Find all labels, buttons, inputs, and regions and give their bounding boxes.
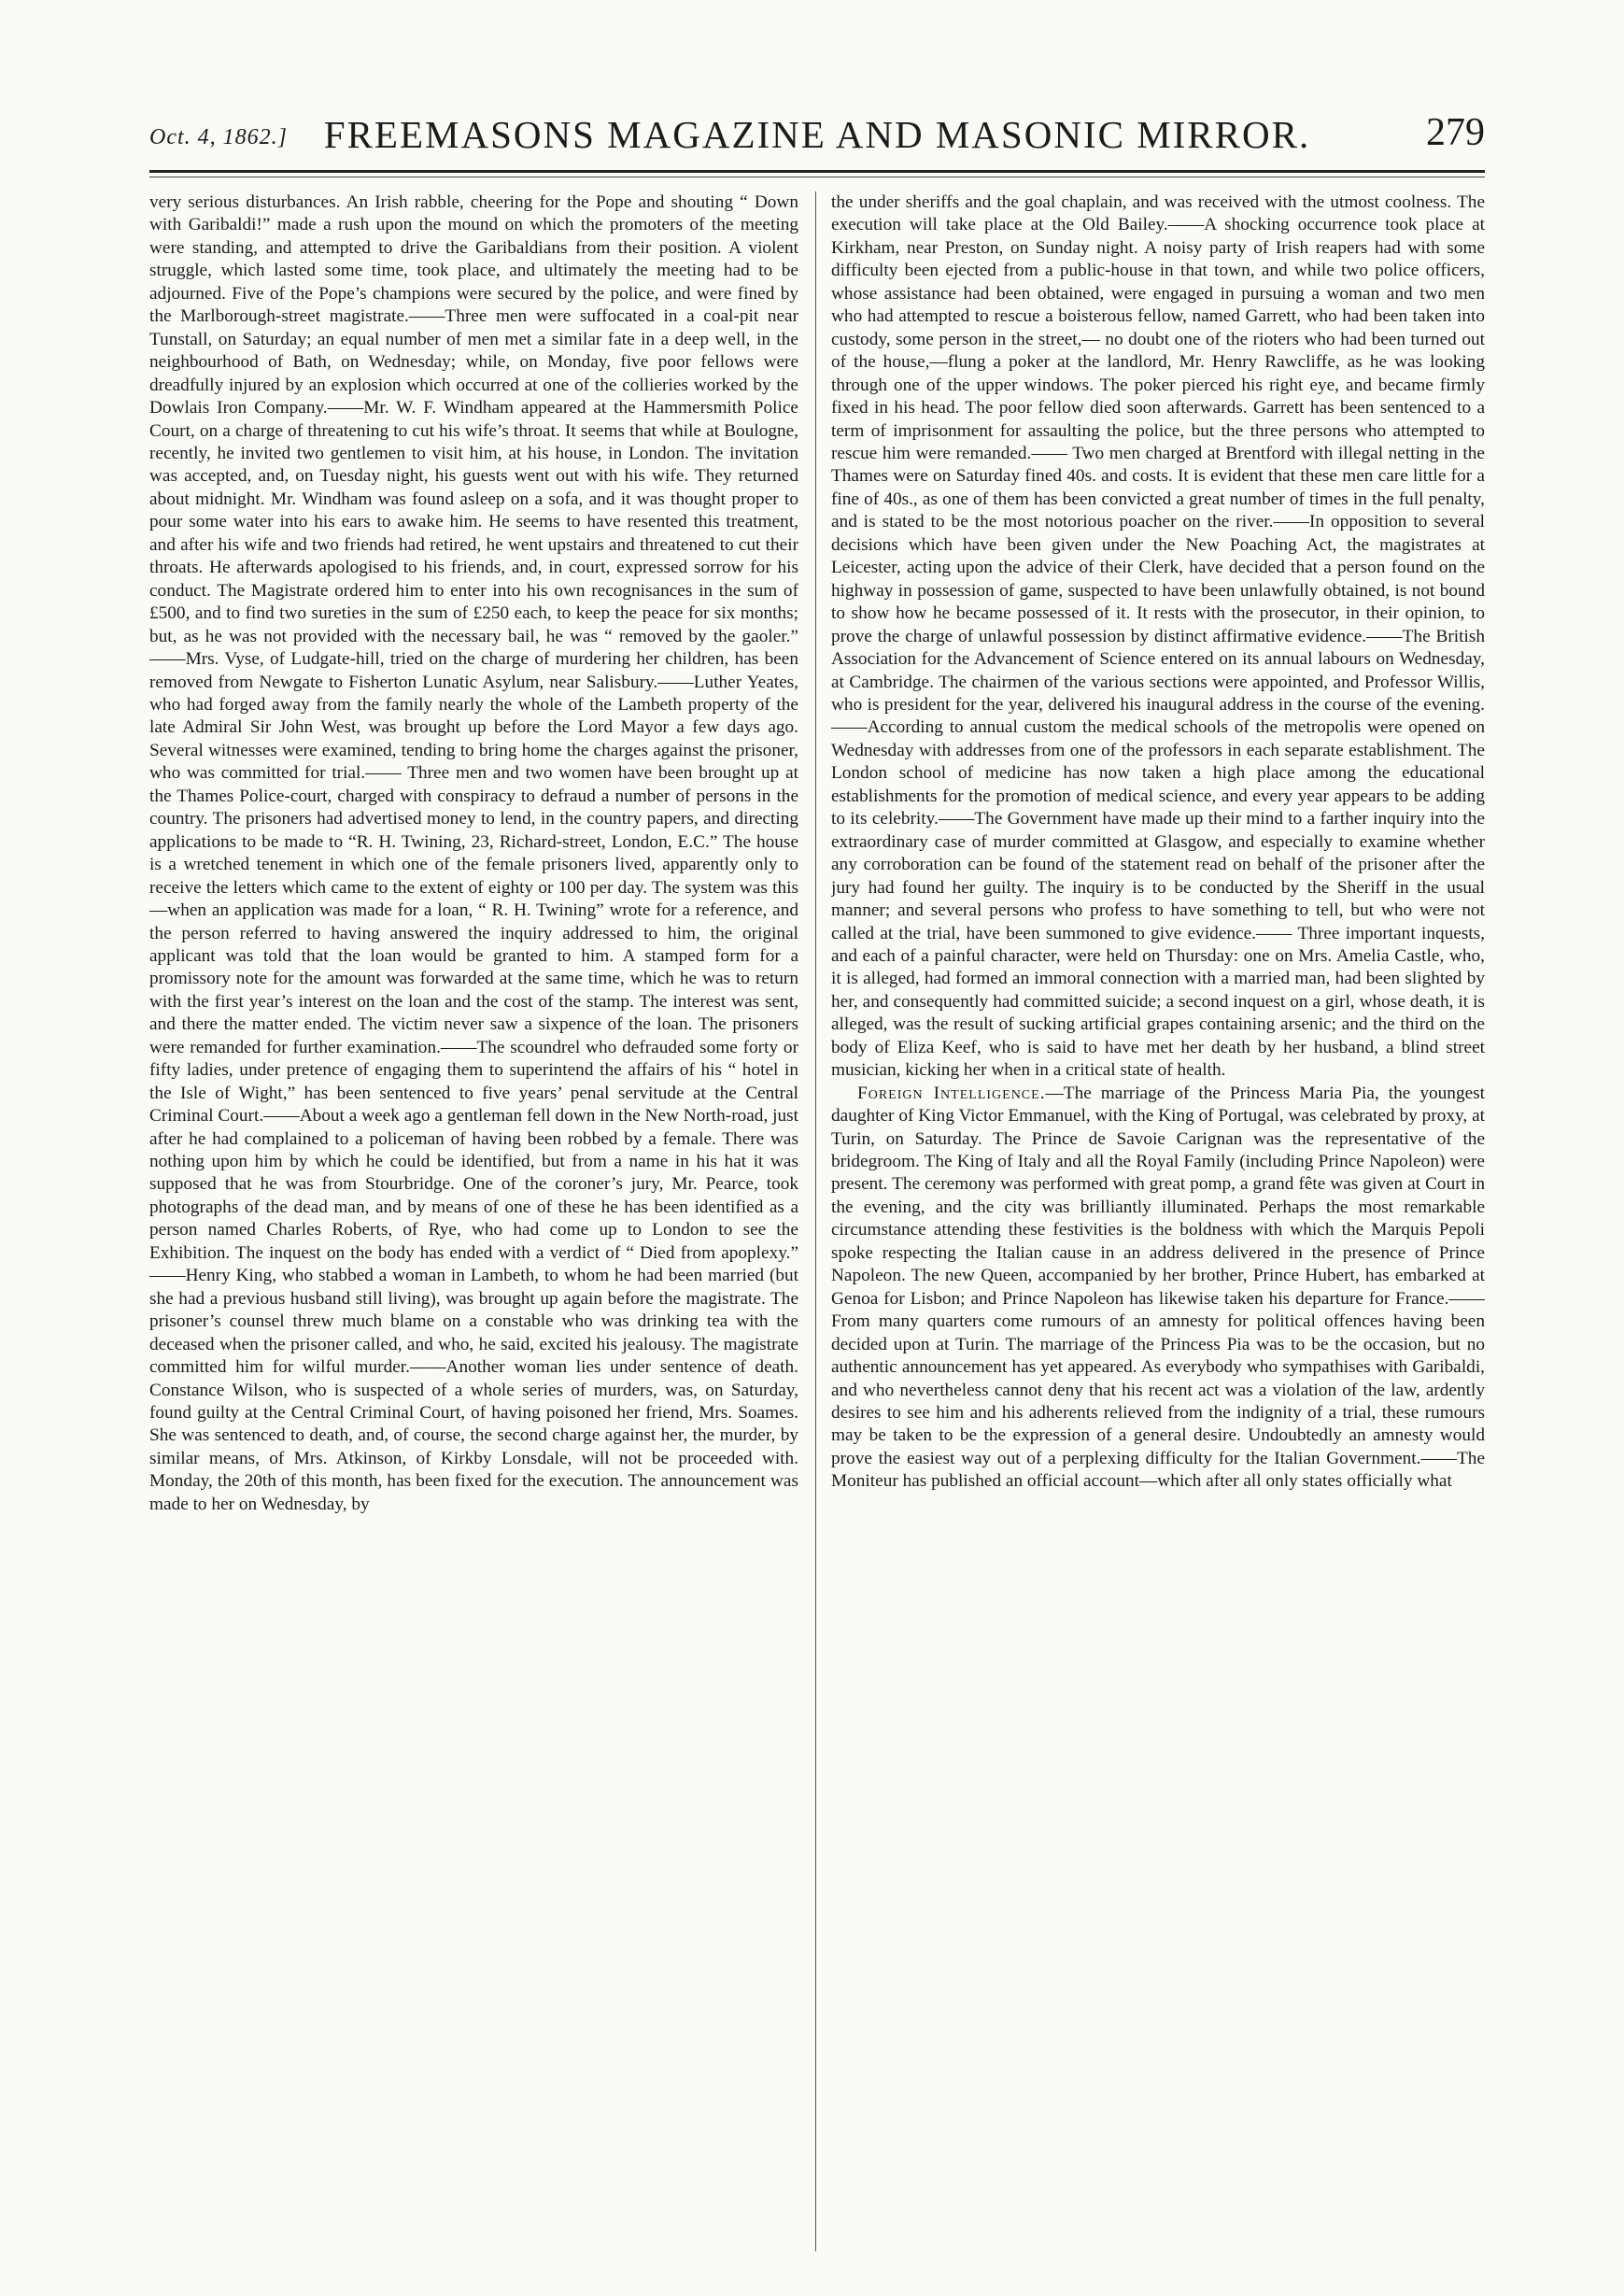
page-header [149,105,1485,164]
page-number: 279 [1426,111,1485,154]
left-column-paragraph: very serious disturbances. An Irish rabble, cheering for the Pope and shouting “ Down with Garibaldi!” made a rush upon the mound on which the promoters of the meeting were standing, and attempted to drive the Garibaldians from their position. A violent struggle, which lasted some time, took place, and ultimately the meeting had to be adjourned. Five of the Pope’s champions were secured by the police, and were fined by the Marlborough-street magistrate.——Three men were suffocated in a coal-pit near Tunstall, on Saturday; an equal number of men met a similar fate in a deep well, in the neighbourhood of Bath, on Wednesday; while, on Monday, five poor fellows were dreadfully injured by an explosion which occurred at one of the collieries worked by the Dowlais Iron Company.——Mr. W. F. Windham appeared at the Hammersmith Police Court, on a charge of threatening to cut his wife’s throat. It seems that while at Boulogne, recently, he invited two gentlemen to visit him, at his house, in London. The invitation was accepted, and, on Tuesday night, his guests went out with his wife. They returned about midnight. Mr. Windham was found asleep on a sofa, and it was thought proper to pour some water into his ears to awake him. He seems to have resented this treatment, and after his wife and two friends had retired, he went upstairs and threatened to cut their throats. He afterwards apologised to his friends, and, in court, expressed sorrow for his conduct. The Magistrate ordered him to enter into his own recognisances in the sum of £500, and to find two sureties in the sum of £250 each, to keep the peace for six months; but, as he was not provided with the necessary bail, he was “ removed by the gaoler.” ——Mrs. Vyse, of Ludgate-hill, tried on the charge of murdering her children, has been removed from Newgate to Fisherton Lunatic Asylum, near Salisbury.——Luther Yeates, who had forged away from the family nearly the whole of the Lambeth property of the late Admiral Sir John West, was brought up before the Lord Mayor a few days ago. Several witnesses were examined, tending to bring home the charges against the prisoner, who was committed for trial.—— Three men and two women have been brought up at the Thames Police-court, charged with conspiracy to defraud a number of persons in the country. The prisoners had advertised money to lend, in the country papers, and directing applications to be made to “R. H. Twining, 23, Richard-street, London, E.C.” The house is a wretched tenement in which one of the female prisoners lived, apparently only to receive the letters which came to the extent of eighty or 100 per day. The system was this—when an application was made for a loan, “ R. H. Twining” wrote for a reference, and the person referred to having answered the inquiry addressed to him, the original applicant was told that the loan would be granted to him. A stamped form for a promissory note for the amount was forwarded at the same time, which he was to return with the first year’s interest on the loan and the cost of the stamp. The interest was sent, and there the matter ended. The victim never saw a sixpence of the loan. The prisoners were remanded for further examination.——The scoundrel who defrauded some forty or fifty ladies, under pretence of engaging them to superintend the affairs of his “ hotel in the Isle of Wight,” has been sentenced to five years’ penal servitude at the Central Criminal Court.——About a week ago a gentleman fell down in the New North-road, just after he had complained to a policeman of having been robbed by a female. There was nothing upon him by which he could be identified, but from a name in his hat it was supposed that he was from Stourbridge. One of the coroner’s jury, Mr. Pearce, took photographs of the dead man, and by means of one of these he has been identified as a person named Charles Roberts, of Rye, who had come up to London to see the Exhibition. The inquest on the body has ended with a verdict of “ Died from apoplexy.” ——Henry King, who stabbed a woman in Lambeth, to whom he had been married (but she had a previous husband still living), was brought up again before the magistrate. The prisoner’s counsel threw much blame on a constable who was drinking tea with the deceased when the prisoner called, and who, he said, excited his jealousy. The magistrate committed him for wilful murder.——Another woman lies under sentence of death. Constance Wilson, who is suspected of a whole series of murders, was, on Saturday, found guilty at the Central Criminal Court, of having poisoned her friend, Mrs. Soames. She was sentenced to death, and, of course, the second charge against her, the murder, by similar means, of Mrs. Atkinson, of Kirkby Lonsdale, will not be proceeded with. Monday, the 20th of this month, has been fixed for the execution. The announcement was made to her on Wednesday, by [149,192,798,1514]
issue-date: Oct. 4, 1862.] [149,125,288,149]
foreign-intelligence-text: —The marriage of the Princess Maria Pia, the youngest daughter of King Victor Emmanuel, with the King of Portugal, was celebrated by proxy, at Turin, on Saturday. The Prince de Savoie Carignan was the representative of the bridegroom. The King of Italy and all the Royal Family (including Prince Napoleon) were present. The ceremony was performed with great pomp, a grand fête was given at Court in the evening, and the city was brilliantly illuminated. Perhaps the most remarkable circumstance attending these festivities is the boldness with which the Marquis Pepoli spoke respecting the Italian cause in an address delivered in the presence of Prince Napoleon. The new Queen, accompanied by her brother, Prince Hubert, has embarked at Genoa for Lisbon; and Prince Napoleon has likewise taken his departure for France.——From many quarters come rumours of an amnesty for political offences having been decided upon at Turin. The marriage of the Princess Pia was to be the occasion, but no authentic announcement has yet appeared. As everybody who sympathises with Garibaldi, and who nevertheless cannot deny that his recent act was a violation of the law, ardently desires to see him and his adherents relieved from the indignity of a trial, these rumours may be taken to be the expression of a general desire. Undoubtedly an amnesty would prove the easiest way out of a perplexing difficulty for the Italian Government.——The Moniteur has published an official account—which after all only states officially what [831,1083,1485,1492]
column-divider [815,191,816,2251]
publication-title: FREEMASONS MAGAZINE AND MASONIC MIRROR. [323,113,1311,156]
right-column [831,191,1485,2251]
section-heading: Foreign Intelligence. [857,1083,1046,1103]
right-column-paragraph: the under sheriffs and the goal chaplain, and was received with the utmost coolness. The execution will take place at the Old Bailey.——A shocking occurrence took place at Kirkham, near Preston, on Sunday night. A noisy party of Irish reapers had with some difficulty been ejected from a public-house in that town, and while two police officers, whose assistance had been obtained, were engaged in pursuing a woman and two men who had attempted to rescue a boisterous fellow, named Garrett, who had been taken into custody, some person in the street,— no doubt one of the rioters who had been turned out of the house,—flung a poker at the landlord, Mr. Henry Rawcliffe, as he was looking through one of the upper windows. The poker pierced his right eye, and became firmly fixed in his head. The poor fellow died soon afterwards. Garrett has been sentenced to a term of imprisonment for assaulting the police, but the three persons who attempted to rescue him were remanded.—— Two men charged at Brentford with illegal netting in the Thames were on Saturday fined 40s. and costs. It is evident that these men care little for a fine of 40s., as one of them has been convicted a great number of times in the full penalty, and is stated to be the most notorious poacher on the river.——In opposition to several decisions which have been given under the New Poaching Act, the magistrates at Leicester, acting upon the advice of their Clerk, have decided that a person found on the highway in possession of game, suspected to have been unlawfully obtained, is not bound to show how he became possessed of it. It rests with the prosecutor, in their opinion, to prove the charge of unlawful possession by distinct affirmative evidence.——The British Association for the Advancement of Science entered on its annual labours on Wednesday, at Cambridge. The chairmen of the various sections were appointed, and Professor Willis, who is president for the year, delivered his inaugural address in the course of the evening.——According to annual custom the medical schools of the metropolis were opened on Wednesday with addresses from one of the professors in each separate establishment. The London school of medicine has now taken a high place among the educational establishments for the promotion of medical science, and every year appears to be adding to its celebrity.——The Government have made up their mind to a farther inquiry into the extraordinary case of murder committed at Glasgow, and especially to examine whether any corroboration can be found of the statement read on behalf of the prisoner after the jury had found her guilty. The inquiry is to be conducted by the Sheriff in the usual manner; and several persons who profess to have something to tell, but who were not called at the trial, have been summoned to give evidence.—— Three important inquests, and each of a painful character, were held on Thursday: one on Mrs. Amelia Castle, who, it is alleged, had formed an immoral connection with a married man, had been slighted by her, and consequently had committed suicide; a second inquest on a girl, whose death, it is alleged, was the result of sucking artificial grapes containing arsenic; and the third on the body of Eliza Keef, who is said to have met her death by her husband, a blind street musician, kicking her when in a critical state of health. [831,192,1485,1081]
header-rule-thick [149,170,1485,173]
left-column [149,191,798,2251]
foreign-intelligence-paragraph [831,1083,1485,1494]
